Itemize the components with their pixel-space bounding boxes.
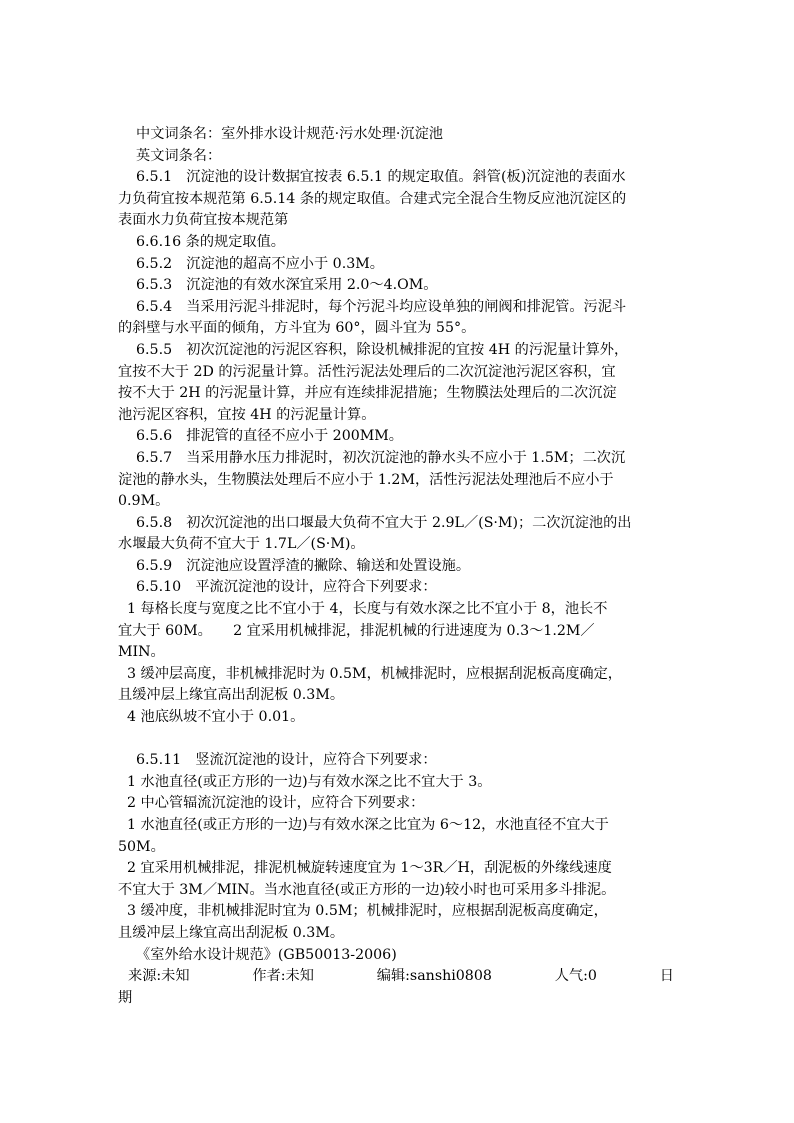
text-line: 6.5.1 沉淀池的设计数据宜按表 6.5.1 的规定取值。斜管(板)沉淀池的表面水: [136, 169, 626, 186]
text-line: 按不大于 2H 的污泥量计算，并应有连续排泥措施；生物膜法处理后的二次沉淀: [118, 385, 617, 402]
text-line: 淀池的静水头，生物膜法处理后不应小于 1.2M，活性污泥法处理池后不应小于: [118, 471, 614, 488]
source-label: 来源:未知: [128, 968, 190, 985]
text-line: 且缓冲层上缘宜高出刮泥板 0.3M。: [118, 924, 345, 941]
text-line: 1 每格长度与宽度之比不宜小于 4，长度与有效水深之比不宜小于 8，池长不: [127, 601, 608, 618]
text-line: 6.5.8 初次沉淀池的出口堰最大负荷不宜大于 2.9L／(S·M)；二次沉淀池的出: [136, 514, 632, 531]
popularity-label: 人气:0: [554, 968, 597, 985]
text-line: 《室外给水设计规范》(GB50013-2006): [136, 946, 397, 963]
text-line: 6.5.2 沉淀池的超高不应小于 0.3M。: [136, 255, 384, 272]
text-line: 英文词条名：: [136, 147, 222, 164]
text-line: 不宜大于 3M／MIN。当水池直径(或正方形的一边)较小时也可采用多斗排泥。: [118, 881, 616, 898]
date-label-part2: 期: [118, 989, 133, 1006]
text-line: 1 水池直径(或正方形的一边)与有效水深之比宜为 6～12，水池直径不宜大于: [127, 817, 609, 833]
article-meta-footer: [118, 966, 674, 988]
text-line: 6.5.5 初次沉淀池的污泥区容积，除设机械排泥的宜按 4H 的污泥量计算外，: [136, 341, 629, 358]
text-line: 3 缓冲层高度，非机械排泥时为 0.5M，机械排泥时，应根据刮泥板高度确定，: [127, 665, 622, 682]
text-line: 宜按不大于 2D 的污泥量计算。活性污泥法处理后的二次沉淀池污泥区容积，宜: [118, 363, 616, 380]
text-line: 力负荷宜按本规范第 6.5.14 条的规定取值。合建式完全混合生物反应池沉淀区的: [118, 190, 627, 207]
text-line: 且缓冲层上缘宜高出刮泥板 0.3M。: [118, 687, 345, 704]
text-line: 6.5.7 当采用静水压力排泥时，初次沉淀池的静水头不应小于 1.5M；二次沉: [136, 449, 626, 466]
text-line: 2 宜采用机械排泥，排泥机械旋转速度宜为 1～3R／H，刮泥板的外缘线速度: [127, 860, 612, 877]
text-line: 6.5.6 排泥管的直径不应小于 200MM。: [136, 428, 403, 445]
text-line: 3 缓冲度，非机械排泥时宜为 0.5M；机械排泥时，应根据刮泥板高度确定，: [127, 903, 608, 920]
text-line: 0.9M。: [118, 493, 170, 510]
editor-label: 编辑:sanshi0808: [376, 968, 492, 985]
author-label: 作者:未知: [252, 968, 314, 985]
text-line: 2 中心管辐流沉淀池的设计，应符合下列要求：: [127, 795, 425, 812]
document-body: [118, 124, 674, 1009]
text-line: 池污泥区容积，宜按 4H 的污泥量计算。: [118, 406, 376, 423]
text-line: 水堰最大负荷不宜大于 1.7L／(S·M)。: [118, 536, 365, 553]
text-line: 6.5.3 沉淀池的有效水深宜采用 2.0～4.OM。: [136, 277, 438, 294]
date-label-part1: 日: [659, 968, 674, 985]
blank-line: [118, 729, 674, 751]
text-line: MIN。: [118, 644, 165, 661]
text-line: 6.5.10 平流沉淀池的设计，应符合下列要求：: [136, 579, 437, 596]
text-line: 6.5.4 当采用污泥斗排泥时，每个污泥斗均应设单独的闸阀和排泥管。污泥斗: [136, 298, 627, 315]
text-line: 6.5.11 竖流沉淀池的设计，应符合下列要求：: [136, 752, 437, 769]
text-line: 6.6.16 条的规定取值。: [136, 233, 285, 250]
text-line: 中文词条名：室外排水设计规范·污水处理·沉淀池: [136, 126, 443, 142]
text-line: 6.5.9 沉淀池应设置浮渣的撇除、输送和处置设施。: [136, 557, 471, 574]
text-lines: [118, 124, 674, 966]
text-line: 4 池底纵坡不宜小于 0.01。: [127, 709, 305, 726]
text-line: 1 水池直径(或正方形的一边)与有效水深之比不宜大于 3。: [127, 773, 492, 790]
text-line: 的斜壁与水平面的倾角，方斗宜为 60°，圆斗宜为 55°。: [118, 320, 476, 337]
text-line: 表面水力负荷宜按本规范第: [118, 212, 289, 229]
text-line: 宜大于 60M。 2 宜采用机械排泥，排泥机械的行进速度为 0.3～1.2M／: [118, 622, 595, 639]
text-line: 50M。: [118, 838, 165, 855]
